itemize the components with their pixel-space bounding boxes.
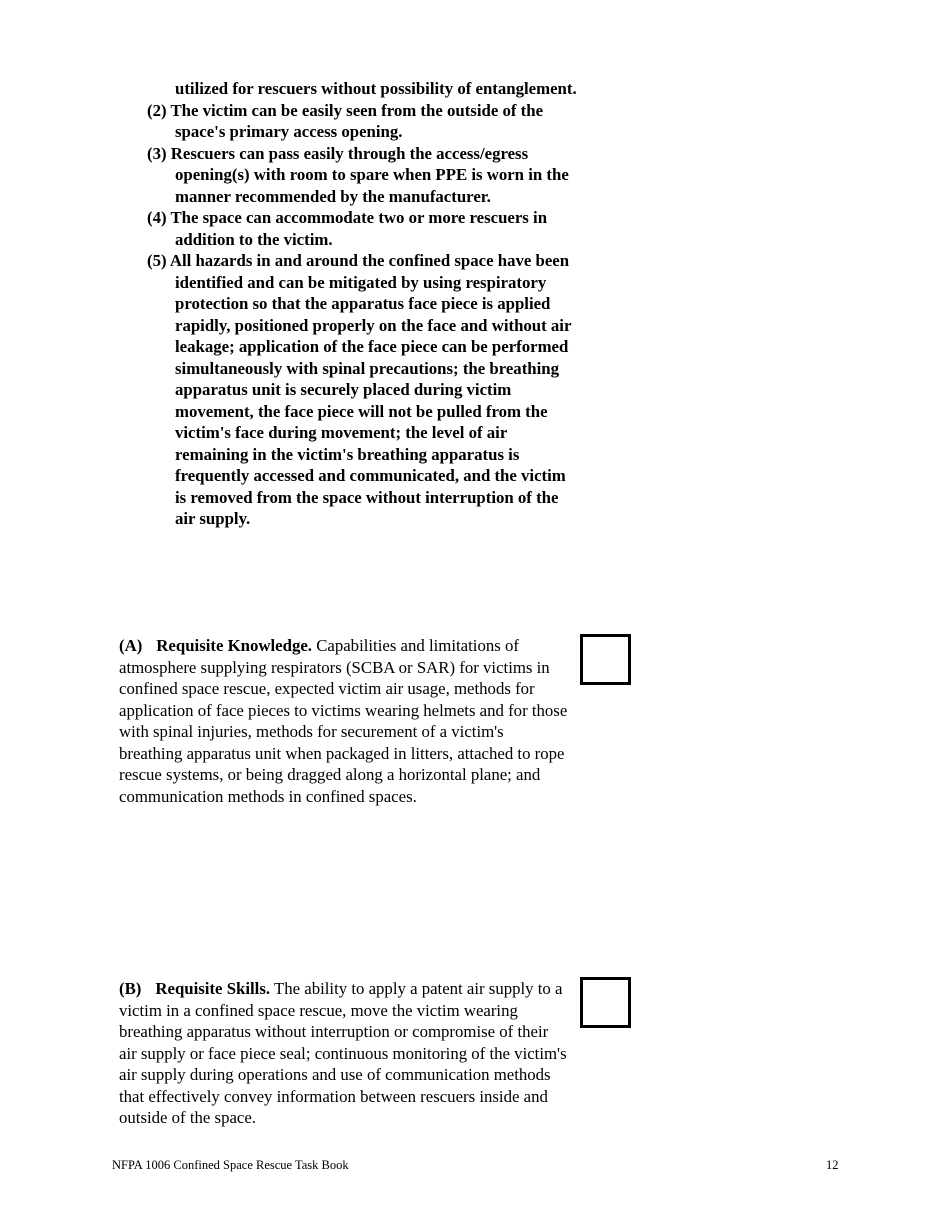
section-b-requisite-skills [119,978,569,1129]
section-b-tag: (B) [119,979,142,998]
section-a-heading: Requisite Knowledge. [156,636,312,655]
page-number: 12 [826,1158,839,1172]
list-item-4: (4) The space can accommodate two or more rescuers in addition to the victim. [147,208,548,249]
section-a-checkbox[interactable] [580,634,631,685]
list-item-continuation: utilized for rescuers without possibility of entanglement. [175,79,577,98]
section-a-tag: (A) [119,636,143,655]
section-b-body: The ability to apply a patent air supply to a victim in a confined space rescue, move the victim wearing breathing apparatus without interruption or compromise of their air supply or face piece seal; continuous monitoring of the victim's air supply during operations and use of communication methods that effectively convey information between rescuers inside and outside of the space. [119,979,567,1127]
section-b-checkbox[interactable] [580,977,631,1028]
section-b-heading: Requisite Skills. [155,979,271,998]
list-item-3: (3) Rescuers can pass easily through the access/egress opening(s) with room to spare when PPE is worn in the manner recommended by the manufacturer. [147,143,569,206]
list-item-5: (5) All hazards in and around the confined space have been identified and can be mitigated by using respiratory protection so that the apparatus face piece is applied rapidly, positioned properly on the face and without air leakage; application of the face piece can be performed simultaneously with spinal precautions; the breathing apparatus unit is securely placed during victim movement, the face piece will not be pulled from the victim's face during movement; the level of air remaining in the victim's breathing apparatus is frequently accessed and communicated, and the victim is removed from the space without interruption of the air supply. [147,251,572,528]
section-a-body: Capabilities and limitations of atmosphere supplying respirators (SCBA or SAR) for victims in confined space rescue, expected victim air usage, methods for application of face pieces to victims wearing helmets and for those with spinal injuries, methods for securement of a victim's breathing apparatus unit when packaged in litters, attached to rope rescue systems, or being dragged along a horizontal plane; and communication methods in confined spaces. [119,636,568,806]
list-item-2: (2) The victim can be easily seen from the outside of the space's primary access opening. [147,100,544,141]
section-a-requisite-knowledge [119,635,569,807]
footer-title: NFPA 1006 Confined Space Rescue Task Book [112,1158,349,1172]
requirements-list [147,78,577,530]
